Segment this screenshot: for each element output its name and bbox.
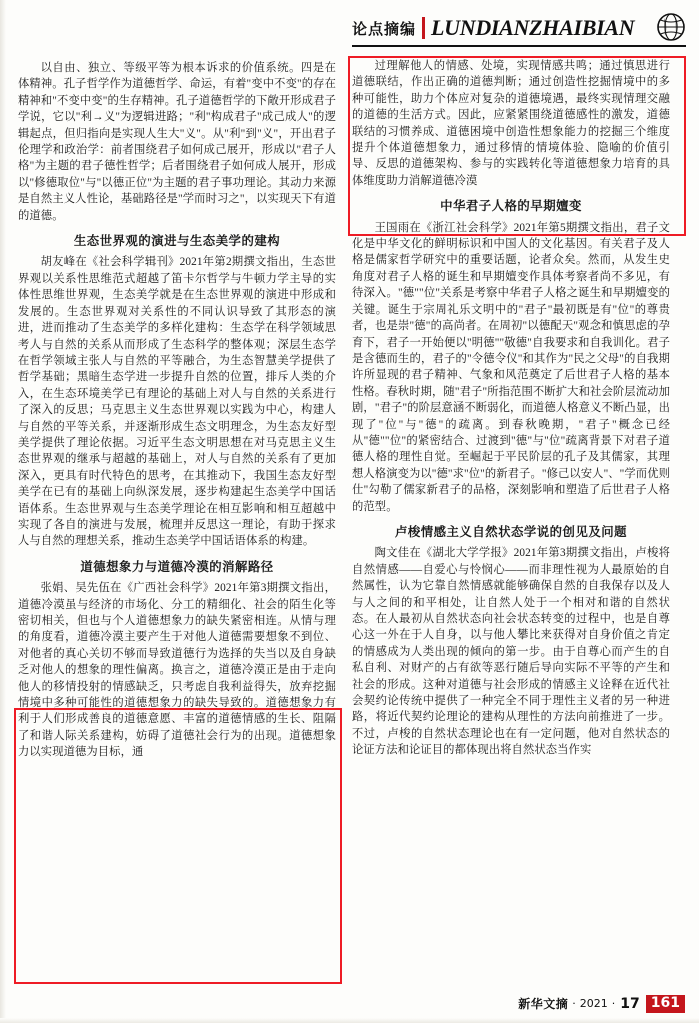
page-bottom-shadow — [0, 1018, 699, 1023]
footer-page-number: 161 — [646, 995, 685, 1013]
left-continued-paragraph: 以自由、独立、等级平等为根本诉求的价值系统。四是在体精神。孔子哲学作为道德哲学、命运，有着"变中不变"的存在精神和"不变中变"的生存精神。孔子道德哲学的下敞开形成君子学说，它以"利→义"为逻辑进路；"利"构成君子"成己成人"的逻辑起点，但归指向是实现人生大"义"。从"利"到"义"，开出君子伦理学和政治学：前者围绕君子如何成己展开，形成以"君子人格"为主题的君子德性哲学；后者围绕君子如何成人展开，形成以"修德取位"与"以德正位"为主题的君子事功理论。其动力来源是自然主义人性论，基础路径是"学而时习之"，以实现天下有道的道德。 — [18, 62, 336, 222]
footer-dot-2: · — [611, 997, 616, 1011]
masthead-underline — [352, 45, 686, 47]
article-body-ecological-worldview: 胡友峰在《社会科学辑刊》2021年第2期撰文指出，生态世界观以关系性思维范式超越了笛卡尔哲学与牛顿力学主导的实体性思维世界观，生态美学就是在生态世界观的演进中形成和发展的。生态世界观对关系性的不同认识导致了其形态的演进，进而推动了生态美学的多样化建构：生态学在科学领域思考人与自然的关系从而形成了生态科学的整体观；深层生态学在哲学领域主张人与自然的平等融合，为生态智慧美学提供了哲学基础；黑暗生态学进一步提升自然的位置，排斥人类的介入，在生态环境美学已有理论的基础上对人与自然的关系进行了深入的反思；马克思主义生态世界观以实践为中心，构建人与自然的平等关系，并逐渐形成生态文明理念，为生态友好型美学提供了理论依据。习近平生态文明思想在对马克思主义生态世界观的继承与超越的基础上，对人与自然的关系有了更加深入，更具有时代特色的思考，在其推动下，我国生态友好型美学在已有的基础上向纵深发展，逐步构建起生态美学中国话语体系。生态世界观与生态美学理论在相互影响和相互超越中实现了各自的演进与发展，梳理并反思这一理论，有助于探求人与自然的理想关系，推动生态美学中国话语体系的构建。 — [18, 256, 336, 548]
article-title-rousseau-state-of-nature: 卢梭情感主义自然状态学说的创见及问题 — [394, 523, 628, 539]
footer-year: 2021 — [579, 997, 608, 1011]
footer-issue-number: 17 — [620, 995, 640, 1012]
article-body-rousseau-state-of-nature: 陶文佳在《湖北大学学报》2021年第3期撰文指出，卢梭将自然情感——自爱心与怜悯心——而非理性视为人最原始的自然属性，认为它靠自然情感就能够确保自然的自我保存以及人与人之间的和平相处，让自然人处于一个相对和谐的自然状态。在人最初从自然状态向社会状态转变的过程中，也是自尊心这一外在于人自身，以与他人攀比来获得对自身价值之肯定的情感成为人类出现的倾向的第一步。由于自尊心而产生的自私自利、对财产的占有欲等恶行随后导向实际不平等的产生和社会的形成。这种对道德与社会形成的情感主义诠释在近代社会契约论传统中提供了一种完全不同于理性主义者的另一种进路，将近代契约论理论的建构从理性的方法向前推进了一步。不过，卢梭的自然状态理论也在有一定问题，他对自然状态的论证方法和论证目的都体现出将自然状态当作实 — [352, 547, 670, 757]
article-body-junzi-personality: 王国雨在《浙江社会科学》2021年第5期撰文指出，君子文化是中华文化的鲜明标识和中国人的文化基因。有关君子及人格是儒家哲学研究中的重要话题，论者众矣。然而，从发生史角度对君子人格的诞生和早期嬗变作具体考察者尚不多见，有待深入。"德""位"关系是考察中华君子人格之诞生和早期嬗变的关键。诞生于宗周礼乐文明中的"君子"最初既是有"位"的尊贵者，也是崇"德"的高尚者。在周初"以德配天"观念和慎思虑的孕育下，君子一开始便以"明德""敬德"自我要求和自我训化。君子是含德而生的，君子的"令德令仪"和其作为"民之父母"的自我期许所显现的君子精神、气象和风范奠定了后世君子人格的基本性格。春秋时期，随"君子"所指范围不断扩大和社会阶层流动加剧，"君子"的阶层意涵不断弱化，而道德人格意义不断凸显，出现了"位"与"德"的疏离。到春秋晚期，"君子"概念已经从"德""位"的紧密结合、过渡到"德"与"位"疏离背景下对君子道德人格的理性自觉。至崛起于平民阶层的孔子及其儒家，其理想人格演变为以"德"求"位"的新君子。"修己以安人"、"学而优则仕"勾勒了儒家新君子的品格，深刻影响和塑造了后世君子人格的范型。 — [352, 221, 670, 513]
masthead-divider — [422, 17, 425, 39]
article-title-ecological-worldview: 生态世界观的演进与生态美学的建构 — [73, 233, 281, 249]
masthead-chinese-title: 论点摘编 — [352, 19, 417, 38]
masthead-pinyin-title: LUNDIANZHAIBIAN — [431, 15, 635, 40]
left-column — [18, 60, 336, 761]
globe-icon — [656, 12, 686, 42]
page-edge-shadow — [0, 0, 6, 1023]
right-column — [352, 58, 670, 759]
page-footer — [518, 995, 685, 1013]
article-body-moral-imagination: 张娟、吴先伍在《广西社会科学》2021年第3期撰文指出，道德冷漠虽与经济的市场化、分工的精细化、社会的陌生化等密切相关，但也与个人道德想象力的缺失紧密相连。从情与理的角度看，道德冷漠主要产生于对他人道德需要想象不到位、对他者的真心关切不够而导致道德行为选择的失当以及自身缺乏对他人的想象的理性偏离。换言之，道德冷漠正是由于走向他人的移情投射的情感缺乏，只考虑自我利益得失，放弃挖掘情境中多种可能性的道德想象力的缺失导致的。道德想象力有利于人们形成善良的道德意愿、丰富的道德情感的生长、阻隔了和谐人际关系建构，妨碍了道德社会行为的出现。道德想象力以实现道德为目标，通 — [18, 582, 336, 759]
article-title-moral-imagination: 道德想象力与道德冷漠的消解路径 — [80, 558, 274, 574]
footer-magazine-name: 新华文摘 — [518, 997, 569, 1012]
article-title-junzi-personality: 中华君子人格的早期嬗变 — [440, 198, 582, 214]
footer-dot-1: · — [572, 997, 576, 1011]
right-continued-paragraph: 过理解他人的情感、处境，实现情感共鸣；通过慎思进行道德联结，作出正确的道德判断；通过创造性挖掘情境中的多种可能性，助力个体应对复杂的道德境遇，最终实现情理交融的道德的生活方式。因此，应紧紧围绕道德感性的激发，道德联结的习惯养成、道德困境中创造性想象能力的挖掘三个维度提升个体道德想象力，通过移情的情境体验、隐喻的价值引导、反思的道德架构、参与的实践转化等道德想象力培育的具体维度助力消解道德冷漠 — [352, 60, 670, 187]
masthead — [352, 10, 686, 46]
